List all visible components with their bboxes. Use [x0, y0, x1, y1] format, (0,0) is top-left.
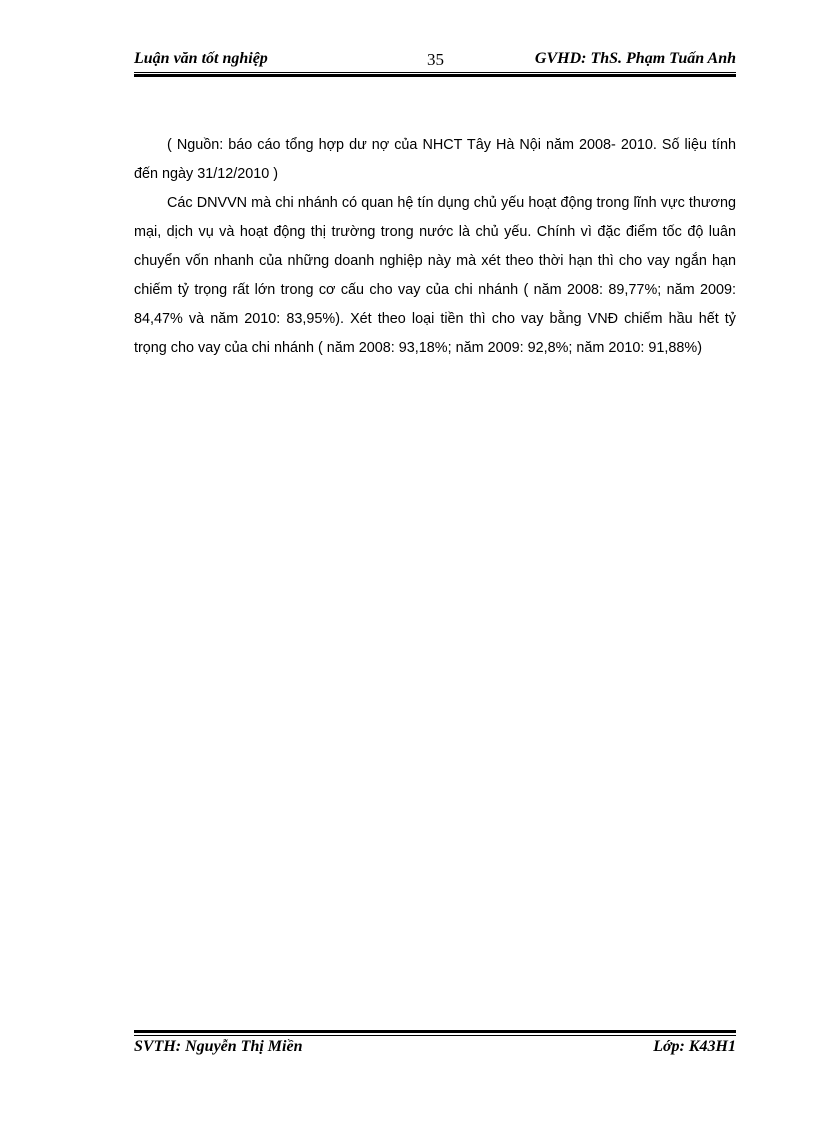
page-body	[134, 131, 736, 363]
source-note: ( Nguồn: báo cáo tổng hợp dư nợ của NHCT Tây Hà Nội năm 2008- 2010. Số liệu tính đến ngày 31/12/2010 )	[134, 137, 736, 182]
footer-student: SVTH: Nguyễn Thị Miền	[134, 1038, 303, 1055]
header-supervisor: GVHD: ThS. Phạm Tuấn Anh	[534, 50, 736, 67]
header-rule-thick	[134, 74, 736, 77]
footer-rule-thin	[134, 1035, 736, 1036]
page-header	[134, 46, 736, 72]
header-rule-thin	[134, 72, 736, 73]
body-paragraph: Các DNVVN mà chi nhánh có quan hệ tín dụng chủ yếu hoạt động trong lĩnh vực thương mại, dịch vụ và hoạt động thị trường trong nước là chủ yếu. Chính vì đặc điểm tốc độ luân chuyển vốn nhanh của những doanh nghiệp này mà xét theo thời hạn thì cho vay ngắn hạn chiếm tỷ trọng rất lớn trong cơ cấu cho vay của chi nhánh ( năm 2008: 89,77%; năm 2009: 84,47% và năm 2010: 83,95%). Xét theo loại tiền thì cho vay bằng VNĐ chiếm hầu hết tỷ trọng cho vay của chi nhánh ( năm 2008: 93,18%; năm 2009: 92,8%; năm 2010: 91,88%)	[134, 195, 736, 356]
footer-class: Lớp: K43H1	[653, 1038, 736, 1055]
page-number: 35	[427, 50, 444, 69]
header-thesis-title: Luận văn tốt nghiệp	[134, 50, 268, 67]
footer-rule-thick	[134, 1030, 736, 1033]
page-footer	[134, 1038, 736, 1062]
